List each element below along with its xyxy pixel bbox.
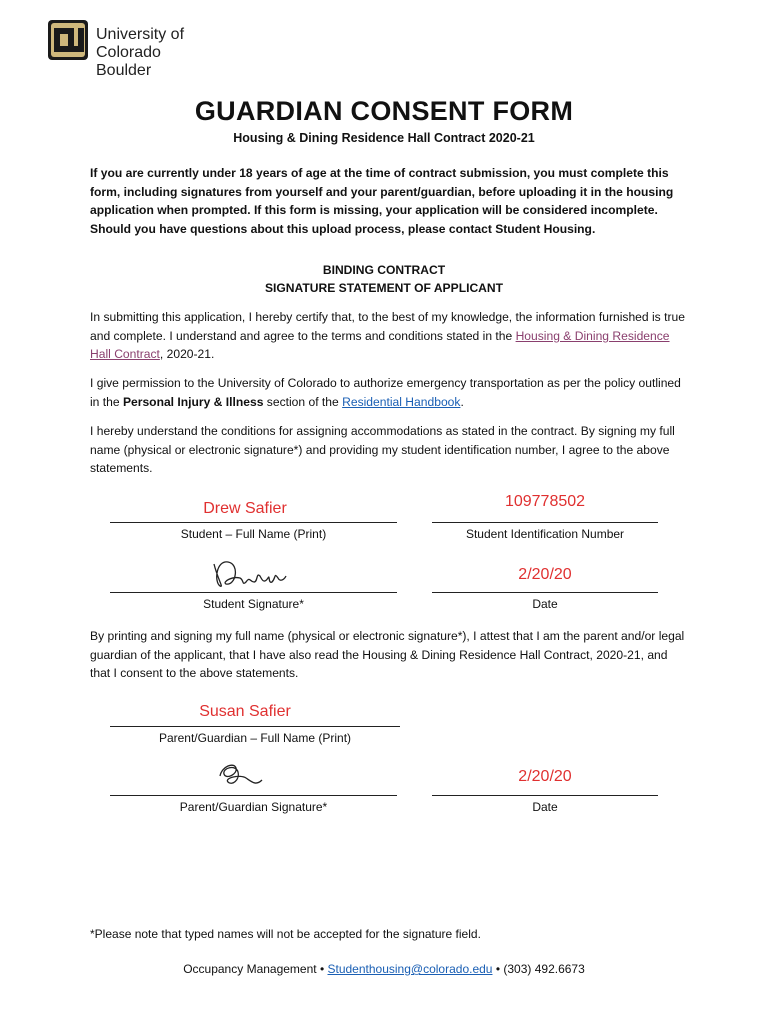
footer-phone: (303) 492.6673	[503, 962, 585, 976]
logo-wordmark	[96, 26, 248, 80]
student-name-value[interactable]: Drew Safier	[203, 500, 287, 517]
student-signature-image[interactable]	[206, 552, 296, 592]
student-id-value[interactable]: 109778502	[504, 493, 586, 510]
student-signature-line	[110, 592, 397, 593]
student-id-caption: Student Identification Number	[465, 527, 625, 541]
guardian-date-caption: Date	[532, 800, 558, 814]
student-name-caption: Student – Full Name (Print)	[180, 527, 327, 541]
footer-bullet-2: •	[495, 962, 501, 976]
student-date-value[interactable]: 2/20/20	[518, 566, 572, 583]
guardian-signature-image[interactable]	[212, 756, 272, 792]
permission-paragraph	[90, 374, 690, 411]
guardian-attestation-paragraph: By printing and signing my full name (physical or electronic signature*), I attest that I am the parent and/or legal guardian of the applicant, that I have also read the Housing & Dining Residence Hall Contract, 2020-21, and that I consent to the above statements.	[90, 629, 685, 681]
guardian-name-line	[110, 726, 400, 727]
guardian-signature-caption: Parent/Guardian Signature*	[179, 800, 328, 814]
footer-office: Occupancy Management	[183, 962, 317, 976]
intro-paragraph: If you are currently under 18 years of age at the time of contract submission, you must complete this form, including signatures from yourself and your parent/guardian, before uploading it in the housing application when prompted. If this form is missing, your application will be considered incomplete. Should you have questions about this upload process, please contact Student Housing.	[90, 166, 674, 236]
accommodations-paragraph: I hereby understand the conditions for assigning accommodations as stated in the contract. By signing my full name (physical or electronic signature*) and providing my student identification number, I agree to the above statements.	[90, 424, 675, 476]
guardian-signature-line	[110, 795, 397, 796]
student-id-line	[432, 522, 658, 523]
guardian-date-line	[432, 795, 658, 796]
guardian-name-caption: Parent/Guardian – Full Name (Print)	[158, 731, 352, 745]
footer-contact	[0, 962, 768, 976]
permission-bold-text: Personal Injury & Illness	[122, 394, 264, 409]
page-subtitle: Housing & Dining Residence Hall Contract 2020-21	[233, 131, 535, 145]
certification-text: In submitting this application, I hereby certify that, to the best of my knowledge, the information furnished is true and complete. I understand and agree to the terms and conditions stated in the	[90, 310, 685, 343]
footer-email-link[interactable]: Studenthousing@colorado.edu	[327, 962, 493, 976]
student-date-caption: Date	[532, 597, 558, 611]
section-heading-signature-statement: SIGNATURE STATEMENT OF APPLICANT	[264, 281, 504, 295]
student-signature-caption: Student Signature*	[203, 597, 304, 611]
student-date-line	[432, 592, 658, 593]
permission-text: I give permission to the University of Colorado to authorize emergency transportation as per the policy outlined in the	[90, 376, 681, 409]
permission-text-end: .	[460, 394, 464, 409]
cu-logo-icon	[48, 20, 88, 60]
logo-line-2: Boulder	[96, 62, 152, 79]
handbook-link[interactable]: Residential Handbook	[342, 394, 461, 409]
student-name-line	[110, 522, 397, 523]
university-logo	[48, 20, 248, 79]
page-title: GUARDIAN CONSENT FORM	[194, 96, 574, 126]
permission-text-middle: section of the	[263, 394, 343, 409]
contract-link[interactable]: Housing & Dining Residence Hall Contract	[90, 328, 670, 362]
guardian-name-value[interactable]: Susan Safier	[199, 703, 291, 720]
logo-line-1: University of Colorado	[96, 26, 185, 61]
certification-paragraph	[90, 308, 690, 364]
guardian-date-value[interactable]: 2/20/20	[518, 768, 572, 785]
section-heading-binding-contract: BINDING CONTRACT	[322, 263, 446, 277]
signature-footnote: *Please note that typed names will not be accepted for the signature field.	[90, 927, 481, 941]
footer-bullet-1: •	[319, 962, 325, 976]
certification-text-end: , 2020-21.	[159, 347, 215, 362]
